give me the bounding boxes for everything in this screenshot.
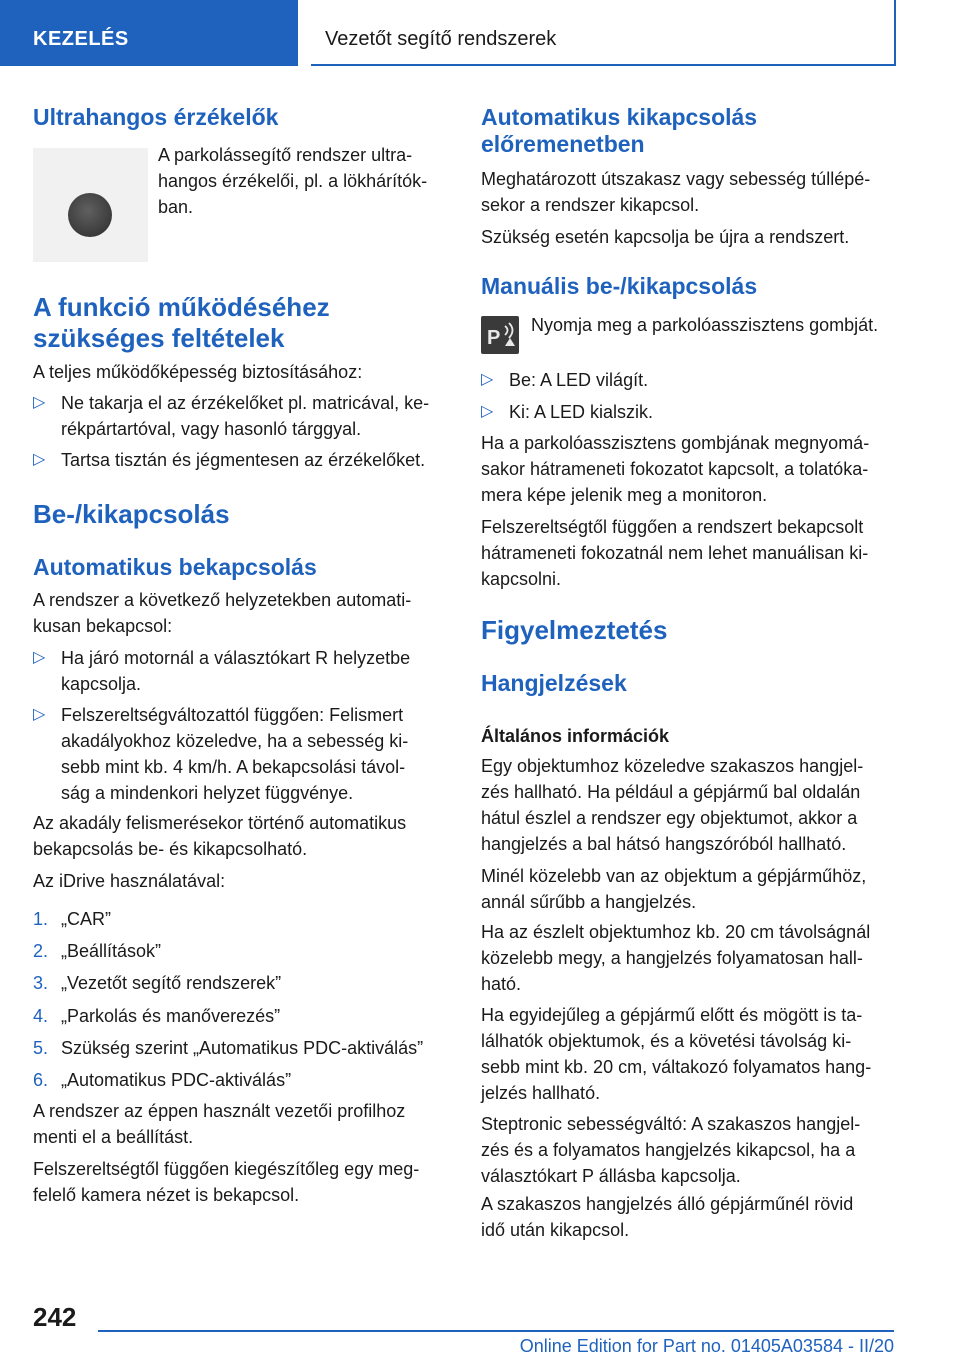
warning-heading: Figyelmeztetés xyxy=(481,615,668,645)
triangle-bullet-icon: ▷ xyxy=(33,451,46,468)
general-info-heading: Általános információk xyxy=(481,726,670,746)
list-item: ▷ Ne takarja el az érzékelőket pl. matricával, ke- rékpártartóval, vagy hasonló tárggyal. xyxy=(33,390,448,442)
auto-off-text: Meghatározott útszakasz vagy sebesség túllépé- sekor a rendszer kikapcsol. xyxy=(481,169,871,215)
onoff-heading: Be-/kikapcsolás xyxy=(33,499,230,529)
sensor-icon xyxy=(68,193,112,237)
triangle-bullet-icon: ▷ xyxy=(33,649,46,666)
conditions-heading: A funkció működéséhez szükséges feltételek xyxy=(33,292,330,353)
svg-text:P: P xyxy=(487,327,501,349)
detect-text: Az akadály felismerésekor történő automatikus bekapcsolás be- és kikapcsolható. xyxy=(33,813,407,859)
footer-divider xyxy=(98,1330,894,1332)
manual-text: Nyomja meg a parkolóasszisztens gombját. xyxy=(531,315,879,335)
reactivate-text: Szükség esetén kapcsolja be újra a rendszert. xyxy=(481,227,850,247)
step-item: 1. „CAR” xyxy=(33,909,111,929)
park-assist-button-icon xyxy=(481,316,519,354)
triangle-bullet-icon: ▷ xyxy=(481,371,494,388)
step-item: 5. Szükség szerint „Automatikus PDC-aktiválás” xyxy=(33,1038,424,1058)
auto-off-heading: Automatikus kikapcsolás előremenetben xyxy=(481,104,758,157)
triangle-bullet-icon: ▷ xyxy=(481,403,494,420)
closer-text: Minél közelebb van az objektum a gépjárműhöz, annál sűrűbb a hangjelzés. xyxy=(481,866,867,912)
continuous-text: Ha az észlelt objektumhoz kb. 20 cm távolságnál közelebb megy, a hangjelzés folyamatosan hall- ható. xyxy=(481,922,871,994)
auto-on-intro: A rendszer a következő helyzetekben automati- kusan bekapcsol: xyxy=(33,590,412,636)
ultrasonic-heading: Ultrahangos érzékelők xyxy=(33,104,279,130)
page-number: 242 xyxy=(33,1302,77,1332)
conditions-intro: A teljes működőképesség biztosításához: xyxy=(33,362,363,382)
both-sides-text: Ha egyidejűleg a gépjármű előtt és mögött is ta- lálhatók objektumok, és a követési távolság ki- sebb mint kb. 20 cm, váltakozó folyamatos hang- jelzés hallható. xyxy=(481,1005,872,1103)
standing-text: A szakaszos hangjelzés álló gépjárműnél rövid idő után kikapcsol. xyxy=(481,1194,854,1240)
general-text: Egy objektumhoz közeledve szakaszos hangjel- zés hallható. Ha például a gépjármű bal oldalán hátul észlel a rendszer egy objektumot, akkor a hangjelzés a bal hátsó hangszóróból hallható. xyxy=(481,756,864,854)
step-item: 2. „Beállítások” xyxy=(33,941,162,961)
camera-text: Felszereltségtől függően kiegészítőleg egy meg- felelő kamera nézet is bekapcsol. xyxy=(33,1159,420,1205)
chapter-tab xyxy=(311,0,896,66)
sensor-image xyxy=(33,148,148,262)
ultrasonic-text: A parkolássegítő rendszer ultra- hangos érzékelői, pl. a lökhárítók- ban. xyxy=(158,145,428,217)
section-label: KEZELÉS xyxy=(33,28,129,50)
equipment-text: Felszereltségtől függően a rendszert bekapcsolt hátrameneti fokozatnál nem lehet manuálisan ki- kapcsolni. xyxy=(481,517,869,589)
step-item: 3. „Vezetőt segítő rendszerek” xyxy=(33,973,282,993)
list-item: ▷ Ki: A LED kialszik. xyxy=(481,399,896,425)
list-item: ▷ Felszereltségváltozattól függően: Felismert akadályokhoz közeledve, ha a sebesség ki- sebb mint kb. 4 km/h. A bekapcsolási távol- ság a mindenkori helyzet függvénye. xyxy=(33,702,448,806)
list-item: ▷ Be: A LED világít. xyxy=(481,367,896,393)
edition-link[interactable]: Online Edition for Part no. 01405A03584 - II/20 xyxy=(519,1336,894,1356)
list-item: ▷ Tartsa tisztán és jégmentesen az érzékelőket. xyxy=(33,447,448,473)
section-tab xyxy=(0,0,298,66)
triangle-bullet-icon: ▷ xyxy=(33,706,46,723)
reverse-text: Ha a parkolóasszisztens gombjának megnyomá- sakor hátrameneti fokozatot kapcsolt, a tolatóka- mera képe jelenik meg a monitoron. xyxy=(481,433,870,505)
steptronic-text: Steptronic sebességváltó: A szakaszos hangjel- zés és a folyamatos hangjelzés kikapcsol, ha a választókart P állásba kapcsolja. xyxy=(481,1114,861,1186)
auto-on-heading: Automatikus bekapcsolás xyxy=(33,554,317,580)
manual-heading: Manuális be-/kikapcsolás xyxy=(481,273,758,299)
step-item: 6. „Automatikus PDC-aktiválás” xyxy=(33,1070,292,1090)
profile-text: A rendszer az éppen használt vezetői profilhoz menti el a beállítást. xyxy=(33,1101,406,1147)
list-item: ▷ Ha járó motornál a választókart R helyzetbe kapcsolja. xyxy=(33,645,448,697)
triangle-bullet-icon: ▷ xyxy=(33,394,46,411)
idrive-text: Az iDrive használatával: xyxy=(33,871,226,891)
chapter-label: Vezetőt segítő rendszerek xyxy=(325,28,557,50)
signals-heading: Hangjelzések xyxy=(481,670,627,696)
step-item: 4. „Parkolás és manőverezés” xyxy=(33,1006,281,1026)
